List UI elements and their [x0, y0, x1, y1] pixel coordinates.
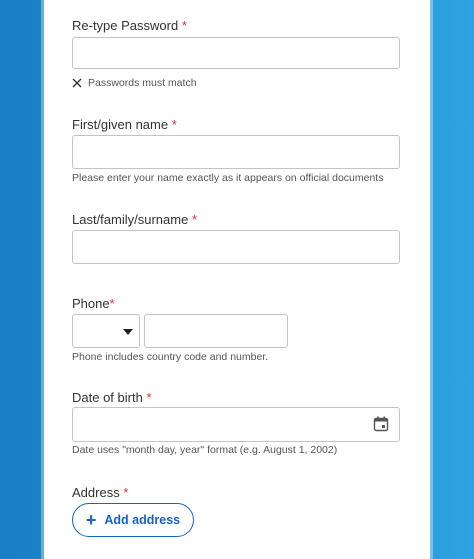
required-asterisk: * — [181, 18, 187, 33]
dob-label: Date of birth * — [72, 390, 152, 405]
required-asterisk: * — [123, 485, 129, 500]
dob-helper: Date uses "month day, year" format (e.g. August 1, 2002) — [72, 444, 338, 456]
retype-password-input[interactable] — [72, 37, 400, 69]
phone-helper: Phone includes country code and number. — [72, 351, 269, 363]
last-name-input[interactable] — [72, 230, 400, 264]
phone-number-input[interactable] — [144, 314, 288, 348]
required-asterisk: * — [191, 212, 198, 227]
dob-input[interactable] — [72, 407, 400, 442]
chevron-down-icon — [123, 329, 133, 335]
country-code-select[interactable] — [72, 314, 140, 348]
password-match-error: Passwords must match — [72, 77, 197, 89]
address-label: Address * — [72, 485, 129, 500]
first-name-helper: Please enter your name exactly as it appears on official documents — [72, 172, 384, 184]
required-asterisk: * — [146, 390, 152, 405]
add-address-button[interactable]: + Add address — [72, 503, 194, 537]
first-name-input[interactable] — [72, 135, 400, 169]
calendar-icon[interactable] — [373, 416, 389, 432]
required-asterisk: * — [171, 117, 177, 132]
close-icon — [72, 78, 82, 88]
registration-form-card — [44, 0, 430, 559]
phone-label: Phone* — [72, 296, 115, 311]
first-name-label: First/given name * — [72, 117, 177, 132]
required-asterisk: * — [109, 296, 115, 311]
last-name-label: Last/family/surname * — [72, 212, 198, 227]
retype-password-label: Re-type Password * — [72, 18, 187, 33]
plus-icon: + — [85, 510, 97, 530]
